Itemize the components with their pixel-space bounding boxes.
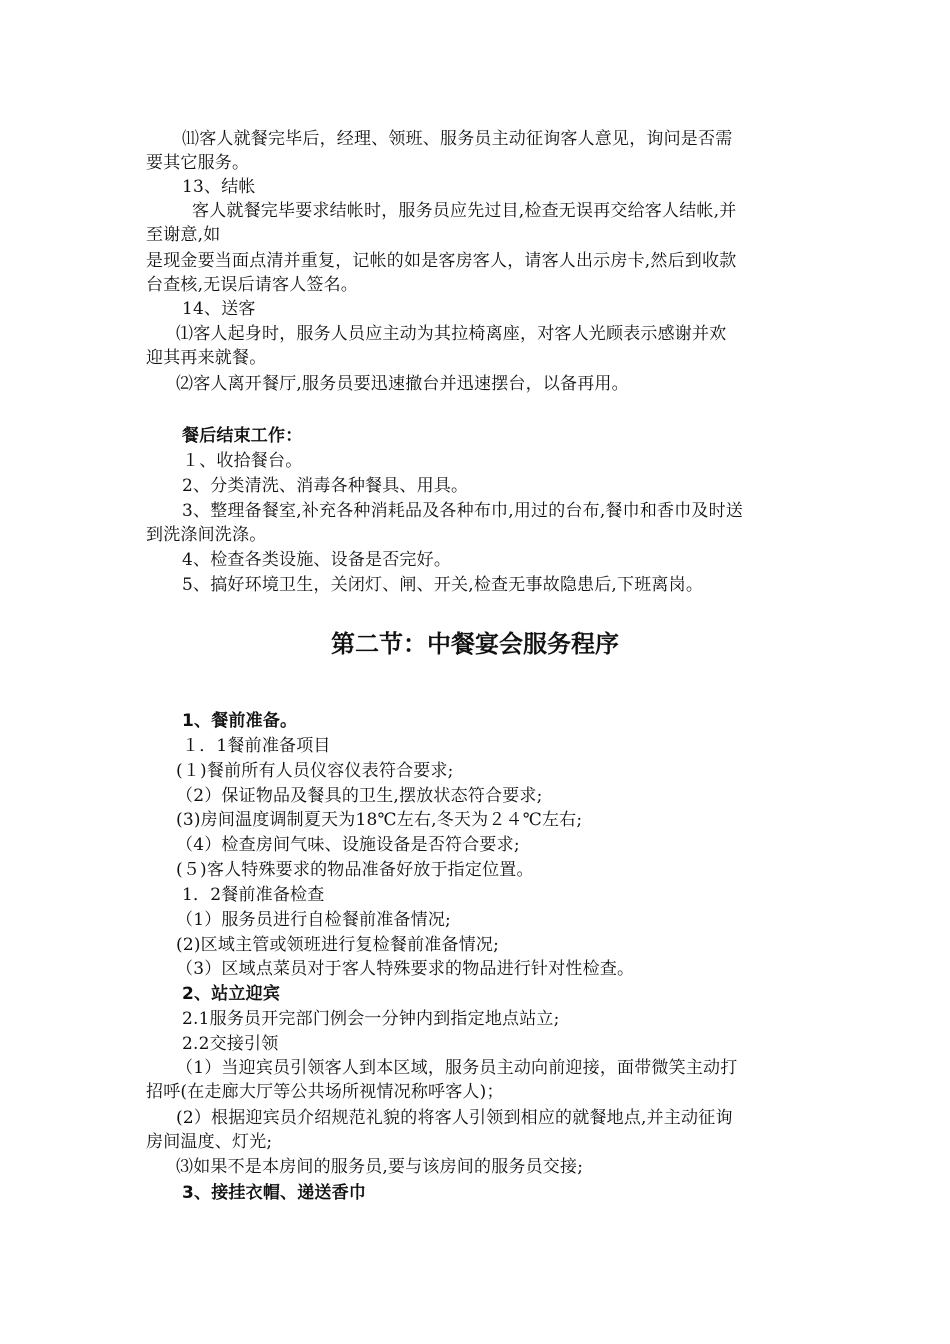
text-line: ⑵客人离开餐厅,服务员要迅速撤台并迅速摆台，以备再用。 bbox=[176, 374, 629, 394]
text-line: 2.1服务员开完部门例会一分钟内到指定地点站立; bbox=[182, 1009, 560, 1029]
text-line: （1）当迎宾员引领客人到本区域，服务员主动向前迎接，面带微笑主动打 bbox=[176, 1058, 738, 1078]
list-item: １、收拾餐台。 bbox=[182, 451, 303, 471]
section-title: 第二节：中餐宴会服务程序 bbox=[331, 630, 619, 658]
list-item: 5、搞好环境卫生，关闭灯、闸、开关,检查无事故隐患后,下班离岗。 bbox=[182, 575, 704, 595]
text-line: ⑶如果不是本房间的服务员,要与该房间的服务员交接; bbox=[176, 1157, 584, 1177]
text-line: ⑴客人起身时，服务人员应主动为其拉椅离座，对客人光顾表示感谢并欢 bbox=[176, 324, 727, 344]
text-line: １．1餐前准备项目 bbox=[182, 736, 331, 756]
text-line: 至谢意,如 bbox=[146, 225, 221, 245]
text-line: 房间温度、灯光; bbox=[146, 1132, 273, 1152]
text-line: （4）检查房间气味、设施设备是否符合要求; bbox=[176, 835, 520, 855]
text-line: 迎其再来就餐。 bbox=[146, 348, 267, 368]
list-item: 2、分类清洗、消毒各种餐具、用具。 bbox=[182, 476, 469, 496]
text-line: 招呼(在走廊大厅等公共场所视情况称呼客人)； bbox=[146, 1082, 504, 1102]
subheading: 14、送客 bbox=[182, 299, 256, 319]
text-line: （1）服务员进行自检餐前准备情况; bbox=[176, 910, 451, 930]
text-line: 是现金要当面点清并重复，记帐的如是客房客人，请客人出示房卡,然后到收款 bbox=[146, 251, 737, 271]
text-line: 要其它服务。 bbox=[146, 153, 250, 173]
text-line: (2)区域主管或领班进行复检餐前准备情况; bbox=[176, 935, 500, 955]
section-heading: 餐后结束工作： bbox=[182, 426, 303, 446]
text-line: (５)客人特殊要求的物品准备好放于指定位置。 bbox=[176, 860, 534, 880]
text-line: (3)房间温度调制夏天为18℃左右,冬天为２４℃左右; bbox=[176, 810, 583, 830]
section-heading: 1、餐前准备。 bbox=[182, 711, 298, 731]
text-line: 2.2交接引领 bbox=[182, 1034, 279, 1054]
text-line: （3）区域点菜员对于客人特殊要求的物品进行针对性检查。 bbox=[176, 959, 635, 979]
section-heading: 3、接挂衣帽、递送香巾 bbox=[182, 1183, 367, 1203]
list-item: 3、整理备餐室,补充各种消耗品及各种布巾,用过的台布,餐巾和香巾及时送 bbox=[182, 501, 744, 521]
list-item-continued: 到洗涤间洗涤。 bbox=[146, 525, 267, 545]
subheading: 13、结帐 bbox=[182, 177, 256, 197]
text-line: (2）根据迎宾员介绍规范礼貌的将客人引领到相应的就餐地点,并主动征询 bbox=[176, 1108, 733, 1128]
text-line: （2）保证物品及餐具的卫生,摆放状态符合要求; bbox=[176, 786, 543, 806]
list-item: 4、检查各类设施、设备是否完好。 bbox=[182, 550, 452, 570]
text-line: 台查核,无误后请客人签名。 bbox=[146, 275, 359, 295]
text-line: (１)餐前所有人员仪容仪表符合要求; bbox=[176, 761, 454, 781]
text-line: 客人就餐完毕要求结帐时，服务员应先过目,检查无误再交给客人结帐,并 bbox=[192, 201, 737, 221]
text-line: 1．2餐前准备检查 bbox=[182, 885, 325, 905]
section-heading: 2、站立迎宾 bbox=[182, 984, 281, 1004]
text-line: ⑾客人就餐完毕后，经理、领班、服务员主动征询客人意见，询问是否需 bbox=[182, 129, 733, 149]
